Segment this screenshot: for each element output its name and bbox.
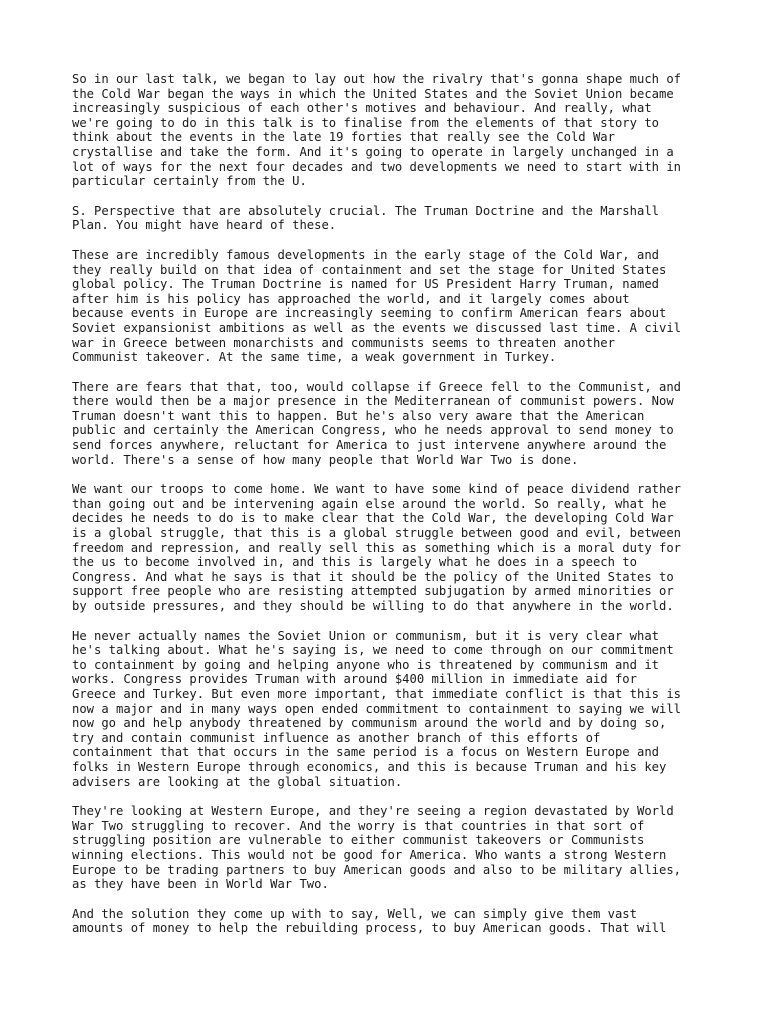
- paragraph-7: They're looking at Western Europe, and they're seeing a region devastated by World War Two struggling to recover. And the worry is that countries in that sort of struggling position are vulnerable to either communist takeovers or Communists winning elections. This would not be good for America. Who wants a strong Western Europe to be trading partners to buy American goods and also to be military allies, as they have been in World War Two.: [72, 804, 682, 892]
- document-page: [72, 72, 702, 951]
- paragraph-3: These are incredibly famous developments in the early stage of the Cold War, and they really build on that idea of containment and set the stage for United States global policy. The Truman Doctrine is named for US President Harry Truman, named after him is his policy has approached the world, and it largely comes about because events in Europe are increasingly seeming to confirm American fears about Soviet expansionist ambitions as well as the events we discussed last time. A civil war in Greece between monarchists and communists seems to threaten another Communist takeover. At the same time, a weak government in Turkey.: [72, 247, 682, 365]
- paragraph-2: S. Perspective that are absolutely crucial. The Truman Doctrine and the Marshall Plan. You might have heard of these.: [72, 203, 659, 233]
- paragraph-4: There are fears that that, too, would collapse if Greece fell to the Communist, and there would then be a major presence in the Mediterranean of communist powers. Now Truman doesn't want this to happen. But he's also very aware that the American public and certainly the American Congress, who he needs approval to send money to send forces anywhere, reluctant for America to just intervene anywhere around the world. There's a sense of how many people that World War Two is done.: [72, 379, 682, 467]
- paragraph-8: And the solution they come up with to say, Well, we can simply give them vast amounts of money to help the rebuilding process, to buy American goods. That will: [72, 906, 667, 936]
- paragraph-1: So in our last talk, we began to lay out how the rivalry that's gonna shape much of the Cold War began the ways in which the United States and the Soviet Union became increasingly suspicious of each other's motives and behaviour. And really, what we're going to do in this talk is to finalise from the elements of that story to think about the events in the late 19 forties that really see the Cold War crystallise and take the form. And it's going to operate in largely unchanged in a lot of ways for the next four decades and two developments we need to start with in particular certainly from the U.: [72, 72, 682, 189]
- paragraph-6: He never actually names the Soviet Union or communism, but it is very clear what he's talking about. What he's saying is, we need to come through on our commitment to containment by going and helping anyone who is threatened by communism and it works. Congress provides Truman with around $400 million in immediate aid for Greece and Turkey. But even more important, that immediate conflict is that this is now a major and in many ways open ended commitment to containment to saying we will now go and help anybody threatened by communism around the world and by doing so, try and contain communist influence as another branch of this efforts of containment that that occurs in the same period is a focus on Western Europe and folks in Western Europe through economics, and this is because Truman and his key advisers are looking at the global situation.: [72, 628, 682, 789]
- paragraph-5: We want our troops to come home. We want to have some kind of peace dividend rather than going out and be intervening again else around the world. So really, what he decides he needs to do is to make clear that the Cold War, the developing Cold War is a global struggle, that this is a global struggle between good and evil, between freedom and repression, and really sell this as something which is a moral duty for the us to become involved in, and this is largely what he does in a speech to Congress. And what he says is that it should be the policy of the United States to support free people who are resisting attempted subjugation by armed minorities or by outside pressures, and they should be willing to do that anywhere in the world.: [72, 482, 682, 613]
